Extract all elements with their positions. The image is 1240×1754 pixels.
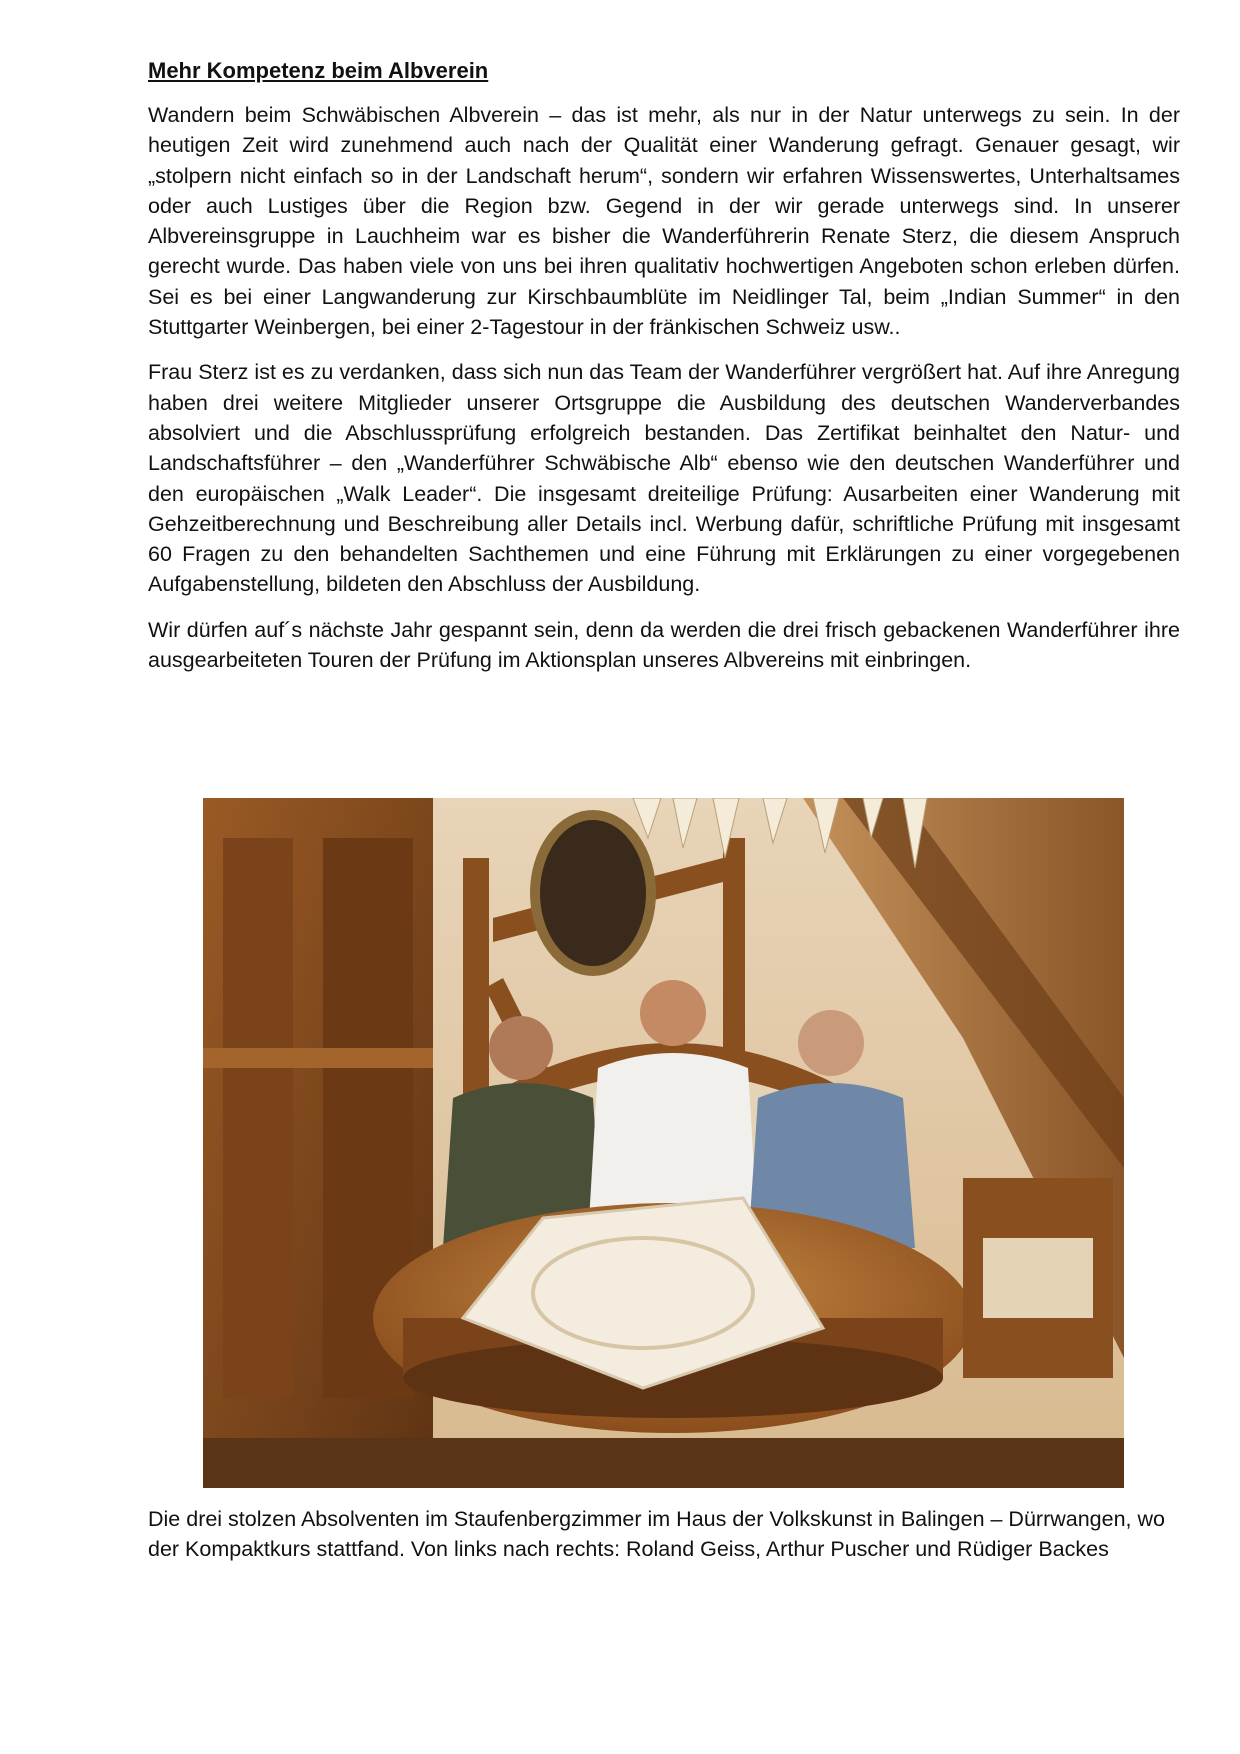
paragraph-outlook: Wir dürfen auf´s nächste Jahr gespannt sein, denn da werden die drei frisch gebackenen Wanderführer ihre ausgearbeiteten Touren der Prüfung im Aktionsplan unseres Albvereins mit einbringen. <box>148 617 1180 673</box>
article <box>148 56 1180 690</box>
paragraph-intro: Wandern beim Schwäbischen Albverein – das ist mehr, als nur in der Natur unterwegs zu sein. In der heutigen Zeit wird zunehmend auch nach der Qualität einer Wanderung gefragt. Genauer gesagt, wir „stolpern nicht einfach so in der Landschaft herum“, sondern wir erfahren Wissenswertes, Unterhaltsames oder auch Lustiges über die Region bzw. Gegend in der wir gerade unterwegs sind. In unserer Albvereinsgruppe in Lauchheim war es bisher die Wanderführerin Renate Sterz, die diesem Anspruch gerecht wurde. Das haben viele von uns bei ihren qualitativ hochwertigen Angeboten schon erleben dürfen. Sei es bei einer Langwanderung zur Kirschbaumblüte im Neidlinger Tal, beim „Indian Summer“ in den Stuttgarter Weinbergen, bei einer 2-Tagestour in der fränkischen Schweiz usw.. <box>148 103 1180 340</box>
group-photo <box>203 798 1124 1488</box>
photo-caption: Die drei stolzen Absolventen im Staufenbergzimmer im Haus der Volkskunst in Balingen – Dürrwangen, wo der Kompaktkurs stattfand. Von links nach rechts: Roland Geiss, Arthur Puscher und Rüdiger Backes <box>148 1507 1165 1562</box>
group-photo-illustration <box>203 798 1124 1488</box>
article-title: Mehr Kompetenz beim Albverein <box>148 58 489 83</box>
paragraph-certification: Frau Sterz ist es zu verdanken, dass sich nun das Team der Wanderführer vergrößert hat. Auf ihre Anregung haben drei weitere Mitglieder unserer Ortsgruppe die Ausbildung des deutschen Wanderverbandes absolviert und die Abschlussprüfung erfolgreich bestanden. Das Zertifikat beinhaltet den Natur- und Landschaftsführer – den „Wanderführer Schwäbische Alb“ ebenso wie den deutschen Wanderführer und den europäischen „Walk Leader“. Die insgesamt dreiteilige Prüfung: Ausarbeiten einer Wanderung mit Gehzeitberechnung und Beschreibung aller Details incl. Werbung dafür, schriftliche Prüfung mit insgesamt 60 Fragen zu den behandelten Sachthemen und eine Führung mit Erklärungen zu einer vorgegebenen Aufgabenstellung, bildeten den Abschluss der Ausbildung. <box>148 360 1180 597</box>
